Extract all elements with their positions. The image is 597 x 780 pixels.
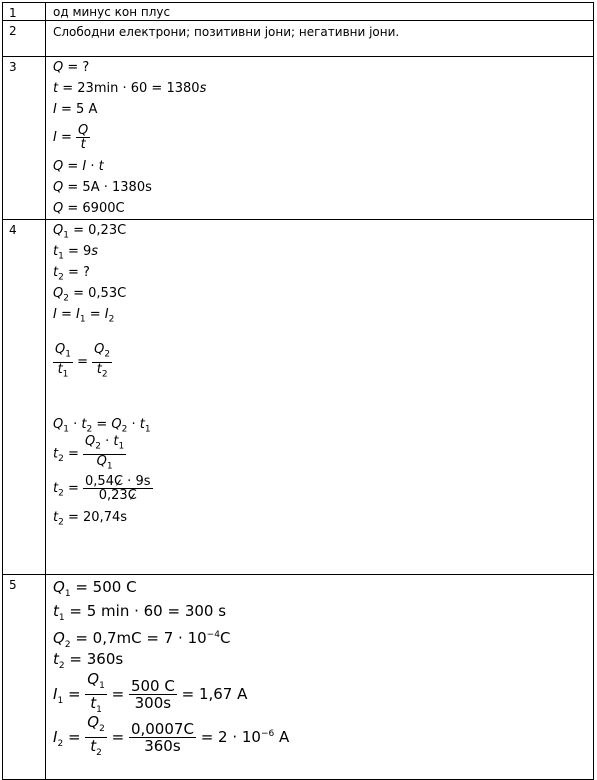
table-row <box>3 575 594 780</box>
equation-block <box>46 57 593 219</box>
row-number: 3 <box>3 57 46 220</box>
answer-cell <box>46 21 594 57</box>
equation-line: t = 23min · 60 = 1380s <box>53 81 207 96</box>
equation-block <box>46 220 593 528</box>
equation-line: $I_2$ = $\frac{Q_2}{t_2}$ = $\frac{0,0007C}{360s}$ = $2 \cdot 10^{-6}$ A <box>53 713 290 758</box>
equation-line: $t_2 = 360s$ <box>53 650 124 671</box>
table-row <box>3 3 594 21</box>
row-number: 2 <box>3 21 46 57</box>
equation-line: Q = ? <box>53 60 90 75</box>
table-row <box>3 21 594 57</box>
equation-line: $Q_1 = 500$ C <box>53 578 137 599</box>
equation-line: I = $\frac{Q}{t}$ <box>53 123 89 152</box>
equation-line: $Q_2 = 0,53C$ <box>53 286 127 304</box>
equation-line: $I = I_1 = I_2$ <box>53 307 115 325</box>
answer-cell <box>46 3 594 21</box>
answer-cell <box>46 575 594 780</box>
row-number: 1 <box>3 3 46 21</box>
answers-table <box>2 2 594 780</box>
equation-line: $t_1 = 9s$ <box>53 244 99 262</box>
equation-block <box>46 575 593 758</box>
equation-line: $Q_1 = 0,23C$ <box>53 223 127 241</box>
equation-line: $t_1 = 5$ min · 60 = 300 s <box>53 602 227 623</box>
equation-line: $t_2$ = $\frac{Q_2 \cdot t_1}{Q_1}$ <box>53 434 125 472</box>
answer-text: од минус кон плус <box>53 5 171 19</box>
answer-cell <box>46 220 594 575</box>
table-row <box>3 220 594 575</box>
equation-line: $Q_2 = 0,7mC = 7 \cdot 10^{-4}C$ <box>53 629 231 650</box>
equation-line: $Q_1 \cdot t_2 = Q_2 \cdot t_1$ <box>53 417 151 435</box>
equation-line: $t_2$ = ? <box>53 265 90 283</box>
answer-text: Слободни електрони; позитивни јони; негативни јони. <box>53 25 400 39</box>
equation-line: Q = 6900C <box>53 201 125 216</box>
answer-cell <box>46 57 594 220</box>
row-number: 5 <box>3 575 46 780</box>
equation-line: $t_2$ = $\frac{0,54C \cdot 9s}{0,23C}$ <box>53 474 151 503</box>
equation-line: $\frac{Q_1}{t_1}$ = $\frac{Q_2}{t_2}$ <box>55 342 111 380</box>
equation-line: $I_1$ = $\frac{Q_1}{t_1}$ = $\frac{500 C}{300s}$ = 1,67 A <box>53 670 248 715</box>
equation-line: I = 5 A <box>53 102 98 117</box>
equation-line: Q = I · t <box>53 159 104 174</box>
table-row <box>3 57 594 220</box>
equation-line: $t_2 = 20,74s$ <box>53 510 128 528</box>
equation-line: Q = 5A · 1380s <box>53 180 152 195</box>
row-number: 4 <box>3 220 46 575</box>
